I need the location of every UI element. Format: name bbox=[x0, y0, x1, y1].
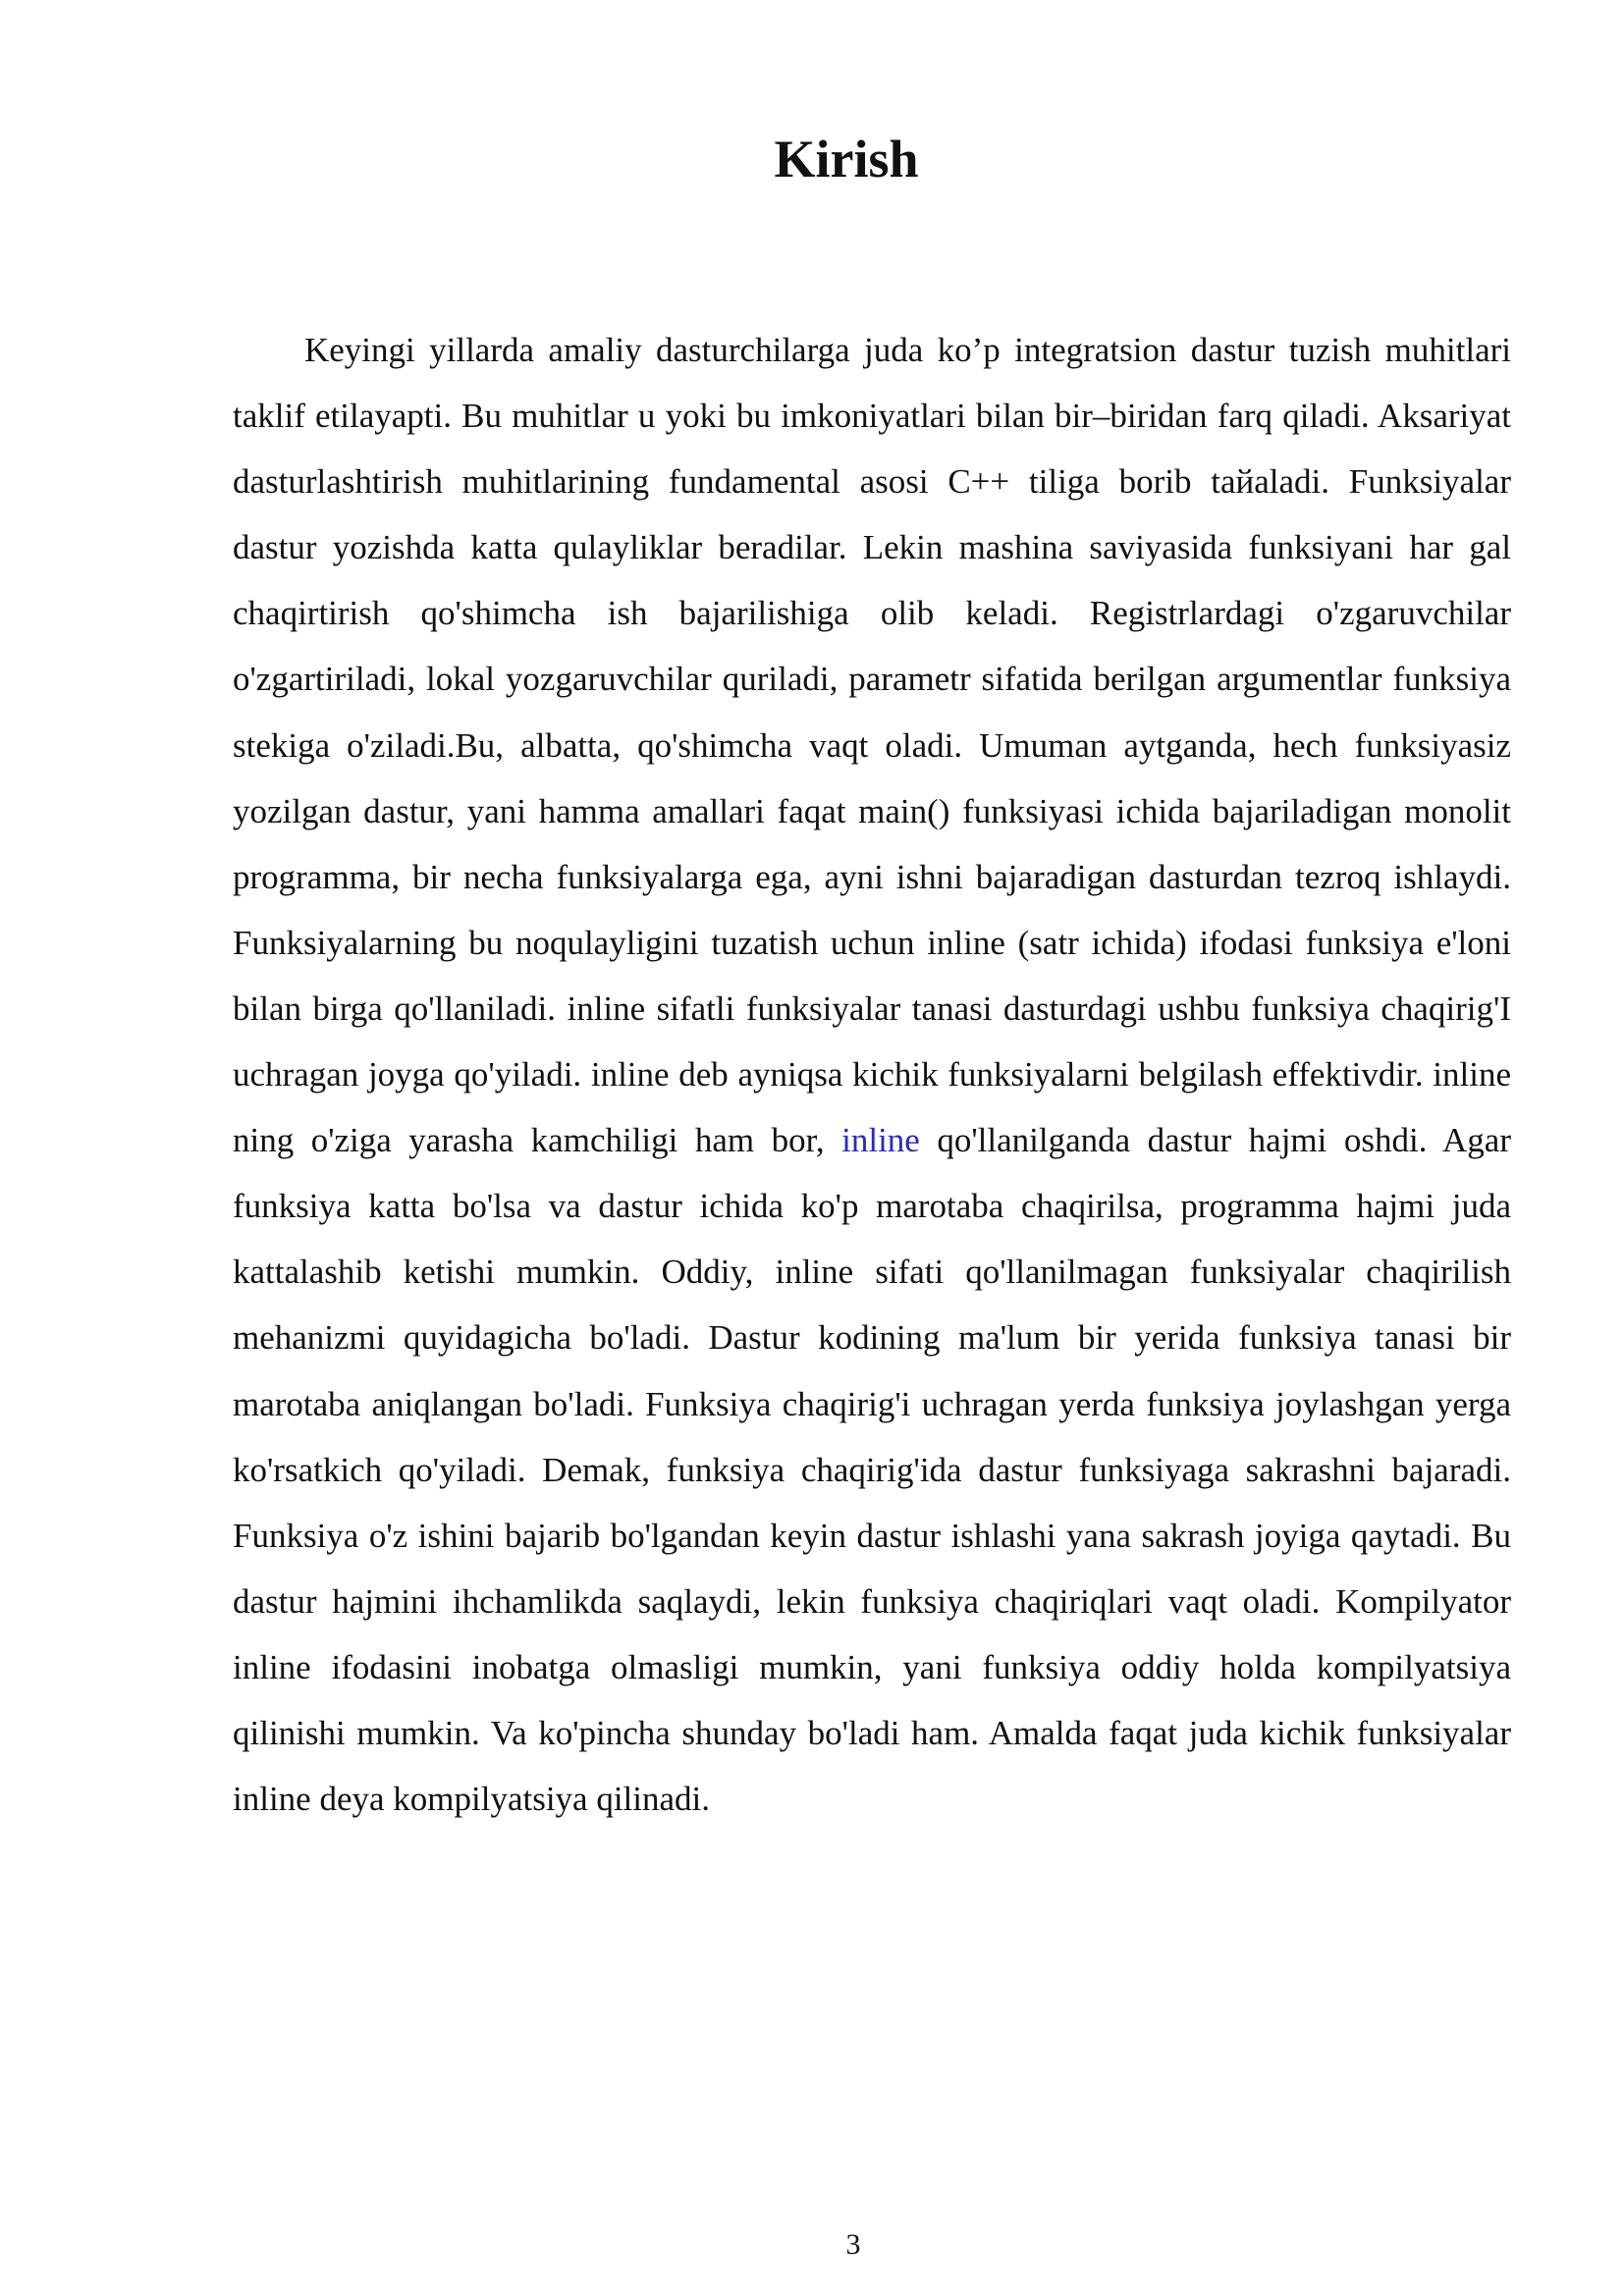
body-paragraph bbox=[233, 317, 1511, 1832]
paragraph-text-part-1: Keyingi yillarda amaliy dasturchilarga juda ko’p integratsion dastur tuzish muhitlari taklif etilayapti. Bu muhitlar u yoki bu imkoniyatlari bilan bir–biridan farq qiladi. Aksariyat dasturlashtirish muhitlarining fundamental asosi C++ tiliga borib taйaladi. Funksiyalar dastur yozishda katta qulayliklar beradilar. Lekin mashina saviyasida funksiyani har gal chaqirtirish qo'shimcha ish bajarilishiga olib keladi. Registrlardagi o'zgaruvchilar o'zgartiriladi, lokal yozgaruvchilar quriladi, parametr sifatida berilgan argumentlar funksiya stekiga o'ziladi.Bu, albatta, qo'shimcha vaqt oladi. Umuman aytganda, hech funksiyasiz yozilgan dastur, yani hamma amallari faqat main() funksiyasi ichida bajariladigan monolit programma, bir necha funksiyalarga ega, ayni ishni bajaradigan dasturdan tezroq ishlaydi. Funksiyalarning bu noqulayligini tuzatish uchun inline (satr ichida) ifodasi funksiya e'loni bilan birga qo'llaniladi. inline sifatli funksiyalar tanasi dasturdagi ushbu funksiya chaqirig'I uchragan joyga qo'yiladi. inline deb ayniqsa kichik funksiyalarni belgilash effektivdir. inline ning o'ziga yarasha kamchiligi ham bor, bbox=[233, 331, 1511, 1160]
page-number: 3 bbox=[845, 2228, 861, 2261]
paragraph-text-part-2: qo'llanilganda dastur hajmi oshdi. Agar funksiya katta bo'lsa va dastur ichida ko'p marotaba chaqirilsa, programma hajmi juda kattalashib ketishi mumkin. Oddiy, inline sifati qo'llanilmagan funksiyalar chaqirilish mehanizmi quyidagicha bo'ladi. Dastur kodining ma'lum bir yerida funksiya tanasi bir marotaba aniqlangan bo'ladi. Funksiya chaqirig'i uchragan yerda funksiya joylashgan yerga ko'rsatkich qo'yiladi. Demak, funksiya chaqirig'ida dastur funksiyaga sakrashni bajaradi. Funksiya o'z ishini bajarib bo'lgandan keyin dastur ishlashi yana sakrash joyiga qaytadi. Bu dastur hajmini ihchamlikda saqlaydi, lekin funksiya chaqiriqlari vaqt oladi. Kompilyator inline ifodasini inobatga olmasligi mumkin, yani funksiya oddiy holda kompilyatsiya qilinishi mumkin. Va ko'pincha shunday bo'ladi ham. Amalda faqat juda kichik funksiyalar inline deya kompilyatsiya qilinadi. bbox=[233, 1121, 1511, 1819]
inline-link[interactable]: inline bbox=[841, 1121, 920, 1160]
page-title: Kirish bbox=[774, 130, 919, 188]
